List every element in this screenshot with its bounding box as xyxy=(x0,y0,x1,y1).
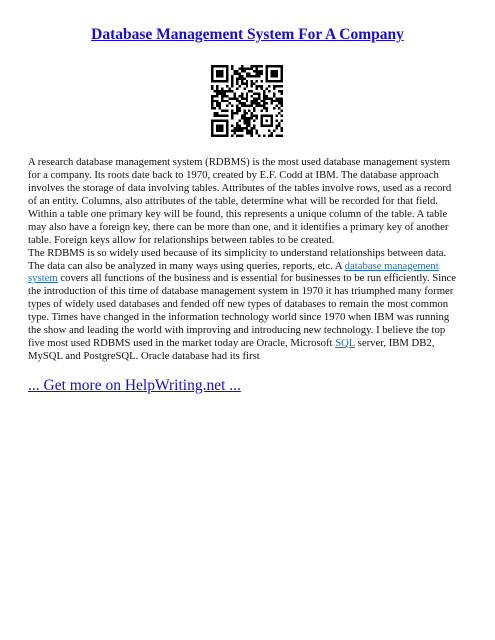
document-body xyxy=(28,156,468,363)
text-segment: server, IBM DB2, xyxy=(355,337,435,350)
text-line: of an entity. Columns, also attributes of the table, determine what will be recorded for that field. xyxy=(28,194,439,207)
text-line xyxy=(28,337,468,350)
text-line: types of widely used databases and fended off new types of databases to remain the most common xyxy=(28,298,449,311)
text-line: table. Foreign keys allow for relationships between tables to be created. xyxy=(28,233,335,246)
text-line xyxy=(28,260,468,273)
sql-link[interactable]: SQL xyxy=(335,337,355,350)
get-more-link[interactable]: ... Get more on HelpWriting.net ... xyxy=(28,377,241,394)
text-segment: covers all functions of the business and is essential for businesses to be run efficiently. Since xyxy=(57,272,457,285)
document-title-link[interactable]: Database Management System For A Company xyxy=(91,26,404,43)
database-management-system-link[interactable]: system xyxy=(28,272,58,285)
database-management-link[interactable]: database management xyxy=(344,259,439,272)
text-line: involves the storage of data involving tables. Attributes of the tables involve rows, used as a record xyxy=(28,181,452,194)
text-segment: five most used RDBMS used in the market today are Oracle, Microsoft xyxy=(28,337,336,350)
text-line: the show and leading the world with improving and introducing new technology. I believe the top xyxy=(28,324,446,337)
text-line: may also have a foreign key, there can be more than one, and it identifies a primary key of another xyxy=(28,220,449,233)
text-segment: The data can also be analyzed in many ways using queries, reports, etc. A xyxy=(28,259,345,272)
text-line: the introduction of this time of database management system in 1970 it has triumphed many former xyxy=(28,285,454,298)
text-line: type. Times have changed in the information technology world since 1970 when IBM was running xyxy=(28,311,450,324)
text-line: The RDBMS is so widely used because of its simplicity to understand relationships between data. xyxy=(28,246,447,259)
text-line: A research database management system (RDBMS) is the most used database management system xyxy=(28,156,451,168)
text-line: MySQL and PostgreSQL. Oracle database had its first xyxy=(28,350,260,363)
text-line xyxy=(28,272,468,285)
qr-code-icon xyxy=(211,65,283,137)
text-line: for a company. Its roots date back to 1970, created by E.F. Codd at IBM. The database approach xyxy=(28,168,439,181)
text-line: Within a table one primary key will be found, this represents a unique column of the table. A table xyxy=(28,207,448,220)
